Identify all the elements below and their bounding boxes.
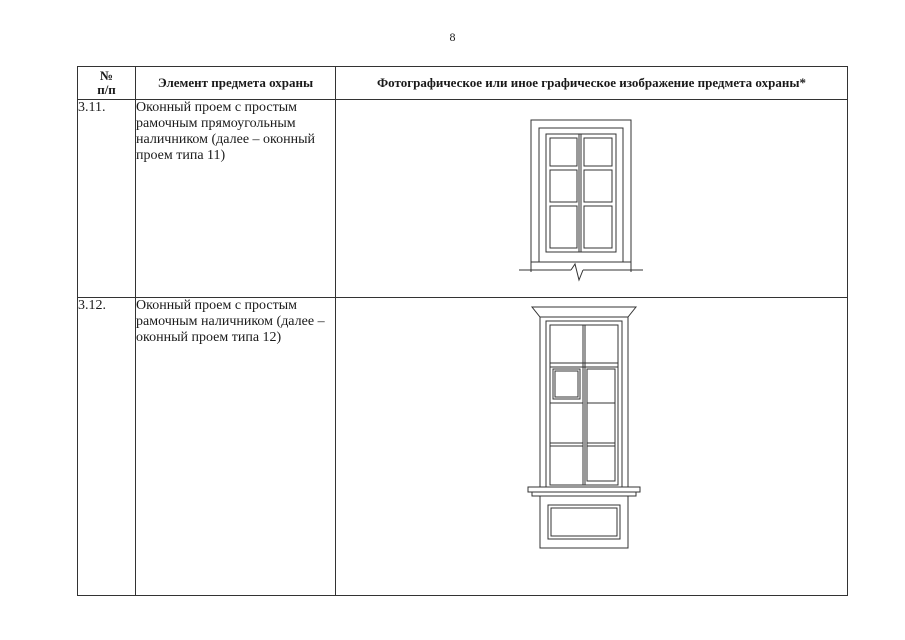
header-image: Фотографическое или иное графическое изображение предмета охраны*: [336, 67, 848, 100]
row-element-description: Оконный проем с простым рамочным наличником (далее – оконный проем типа 12): [136, 298, 336, 596]
table-row: [78, 298, 848, 596]
table-header-row: [78, 67, 848, 100]
row-image-cell: [336, 298, 848, 596]
window-type-11-drawing: [519, 114, 649, 286]
table-row: [78, 100, 848, 298]
row-element-description: Оконный проем с простым рамочным прямоугольным наличником (далее – оконный проем типа 11): [136, 100, 336, 298]
page-number: 8: [449, 30, 456, 44]
protection-items-table: [77, 66, 848, 596]
row-number: 3.12.: [78, 298, 136, 596]
header-element: Элемент предмета охраны: [136, 67, 336, 100]
row-number: 3.11.: [78, 100, 136, 298]
row-image-cell: [336, 100, 848, 298]
window-type-12-drawing: [524, 305, 644, 553]
header-number: № п/п: [78, 67, 136, 100]
